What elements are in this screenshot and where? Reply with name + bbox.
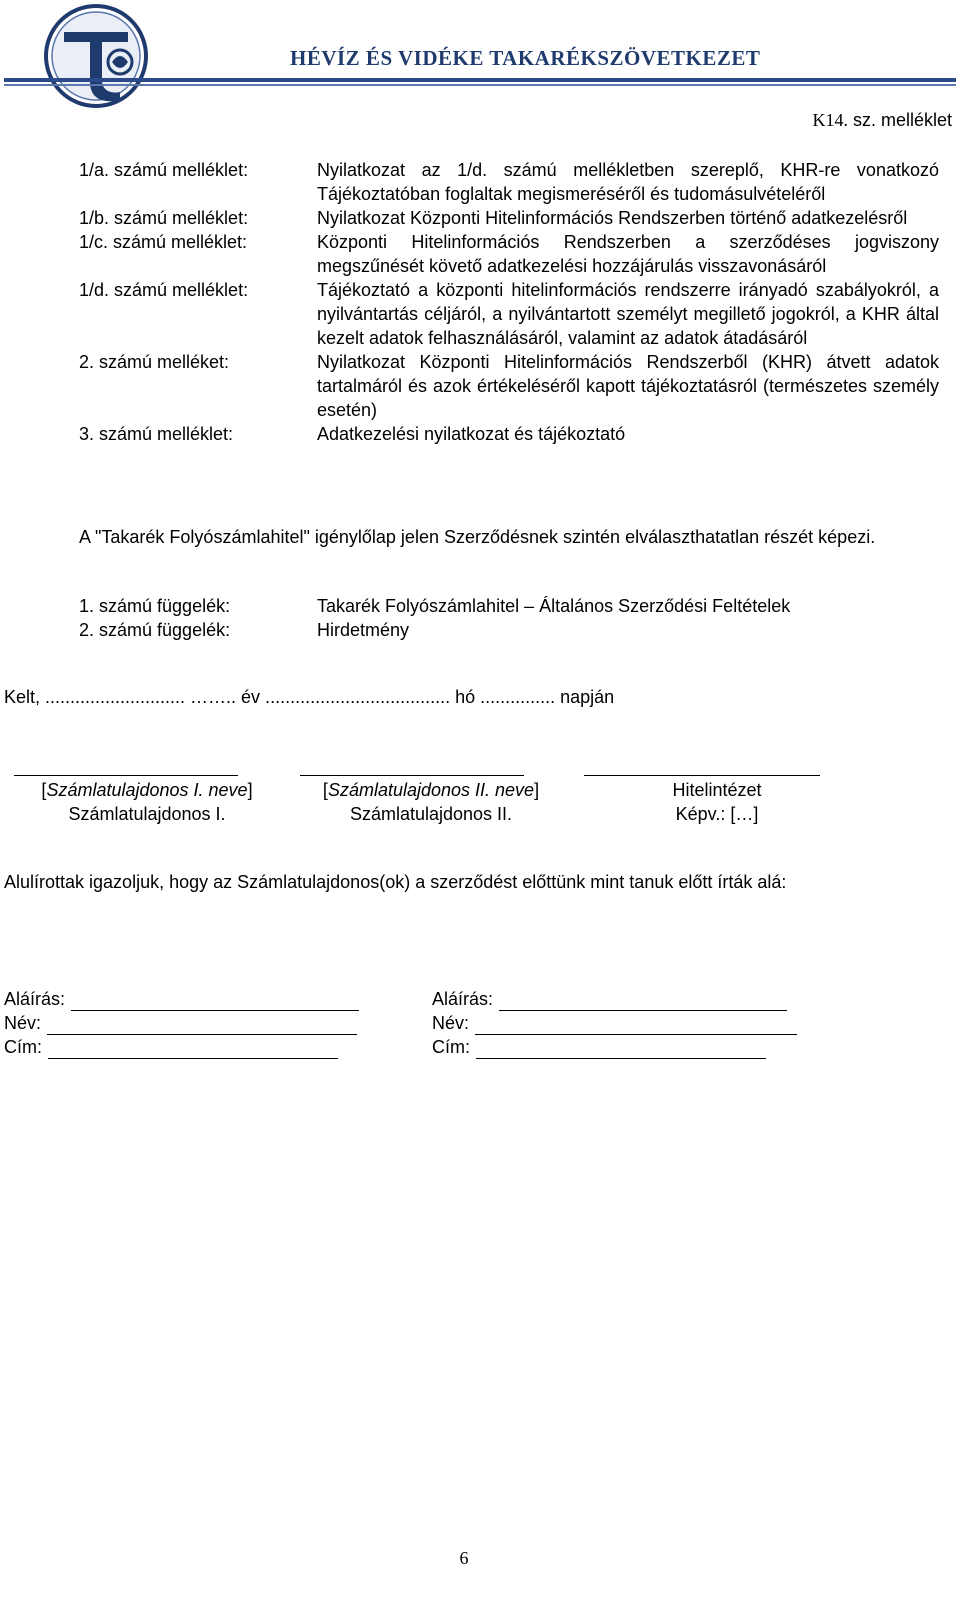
list-item: [79, 350, 939, 422]
witness-signature-field[interactable]: [499, 992, 787, 1011]
witness-statement: Alulírottak igazoljuk, hogy az Számlatulajdonos(ok) a szerződést előttünk mint tanuk előtt írták alá:: [4, 872, 787, 892]
list-item: [79, 278, 939, 350]
appendix-list: [79, 594, 939, 642]
signature-line-bank[interactable]: [584, 775, 820, 776]
witness-address-field[interactable]: [48, 1040, 338, 1059]
annex-tag: [812, 110, 952, 131]
witness-name-field[interactable]: [475, 1016, 797, 1035]
annex-label: 1/c. számú melléklet:: [79, 232, 248, 252]
date-line: Kelt, ............................ …….. év ..................................... hó ............... napján: [4, 687, 615, 707]
list-item: [79, 594, 939, 618]
signature-block-holder-1: [14, 778, 280, 826]
signature-line-holder-1[interactable]: [14, 775, 238, 776]
witness-block-1: [4, 987, 359, 1059]
annex-code: K14.: [812, 110, 848, 130]
list-item: [79, 158, 939, 206]
appendix-label: 2. számú függelék:: [79, 620, 231, 640]
signature-name-placeholder: [Számlatulajdonos I. neve]: [41, 780, 253, 800]
address-label: Cím:: [432, 1037, 470, 1057]
list-item: [79, 206, 939, 230]
name-label: Név:: [4, 1013, 42, 1033]
appendix-label: 1. számú függelék:: [79, 596, 231, 616]
signature-block-holder-2: [296, 778, 566, 826]
annex-description: Tájékoztató a központi hitelinformációs rendszerre irányadó szabályokról, a nyilvántartás céljáról, a nyilvántartott személyt megillető jogokról, a KHR által kezelt adatok felhasználásáról, valamint az adatok átadásáról: [317, 280, 939, 348]
list-item: [79, 618, 939, 642]
list-item: [79, 230, 939, 278]
company-name: HÉVÍZ ÉS VIDÉKE TAKARÉKSZÖVETKEZET: [290, 46, 761, 70]
name-label: Név:: [432, 1013, 470, 1033]
annex-label: 3. számú melléklet:: [79, 424, 234, 444]
appendix-description: Takarék Folyószámlahitel – Általános Szerződési Feltételek: [317, 596, 791, 616]
annex-label: 1/a. számú melléklet:: [79, 160, 249, 180]
bank-representative: Képv.: […]: [675, 804, 759, 824]
annex-label: 2. számú melléket:: [79, 352, 230, 372]
witness-name-field[interactable]: [47, 1016, 357, 1035]
address-label: Cím:: [4, 1037, 42, 1057]
page-number: 6: [459, 1548, 469, 1568]
signature-label: Aláírás:: [432, 989, 494, 1009]
annex-label: 1/b. számú melléklet:: [79, 208, 249, 228]
annex-label: 1/d. számú melléklet:: [79, 280, 249, 300]
signature-line-holder-2[interactable]: [300, 775, 524, 776]
signature-block-bank: [584, 778, 850, 826]
header-rule-thin: [4, 84, 956, 86]
signature-role: Számlatulajdonos II.: [349, 804, 513, 824]
signature-role: Számlatulajdonos I.: [68, 804, 226, 824]
annex-description: Nyilatkozat az 1/d. számú mellékletben szereplő, KHR-re vonatkozó Tájékoztatóban foglaltak megismeréséről és tudomásulvételéről: [317, 160, 939, 204]
letterhead: [0, 0, 960, 110]
witness-address-field[interactable]: [476, 1040, 766, 1059]
annex-description: Központi Hitelinformációs Rendszerben a szerződéses jogviszony megszűnését követő adatkezelési hozzájárulás visszavonásáról: [317, 232, 939, 276]
appendix-description: Hirdetmény: [317, 620, 410, 640]
body-paragraph: A "Takarék Folyószámlahitel" igénylőlap jelen Szerződésnek szintén elválaszthatatlan részét képezi.: [79, 527, 876, 547]
annex-description: Nyilatkozat Központi Hitelinformációs Rendszerben történő adatkezelésről: [317, 208, 908, 228]
bank-name: Hitelintézet: [672, 780, 762, 800]
witness-signature-field[interactable]: [71, 992, 359, 1011]
annex-suffix: sz. melléklet: [847, 110, 952, 130]
header-rule: [4, 78, 956, 82]
signature-name-placeholder: [Számlatulajdonos II. neve]: [322, 780, 540, 800]
witness-block-2: [432, 987, 797, 1059]
bank-logo-icon: [40, 2, 152, 114]
annex-description: Nyilatkozat Központi Hitelinformációs Rendszerből (KHR) átvett adatok tartalmáról és azok értékeléséről kapott tájékoztatásról (természetes személy esetén): [317, 352, 939, 420]
list-item: [79, 422, 939, 446]
annex-description: Adatkezelési nyilatkozat és tájékoztató: [317, 424, 626, 444]
annex-list: [79, 158, 939, 446]
signature-label: Aláírás:: [4, 989, 66, 1009]
